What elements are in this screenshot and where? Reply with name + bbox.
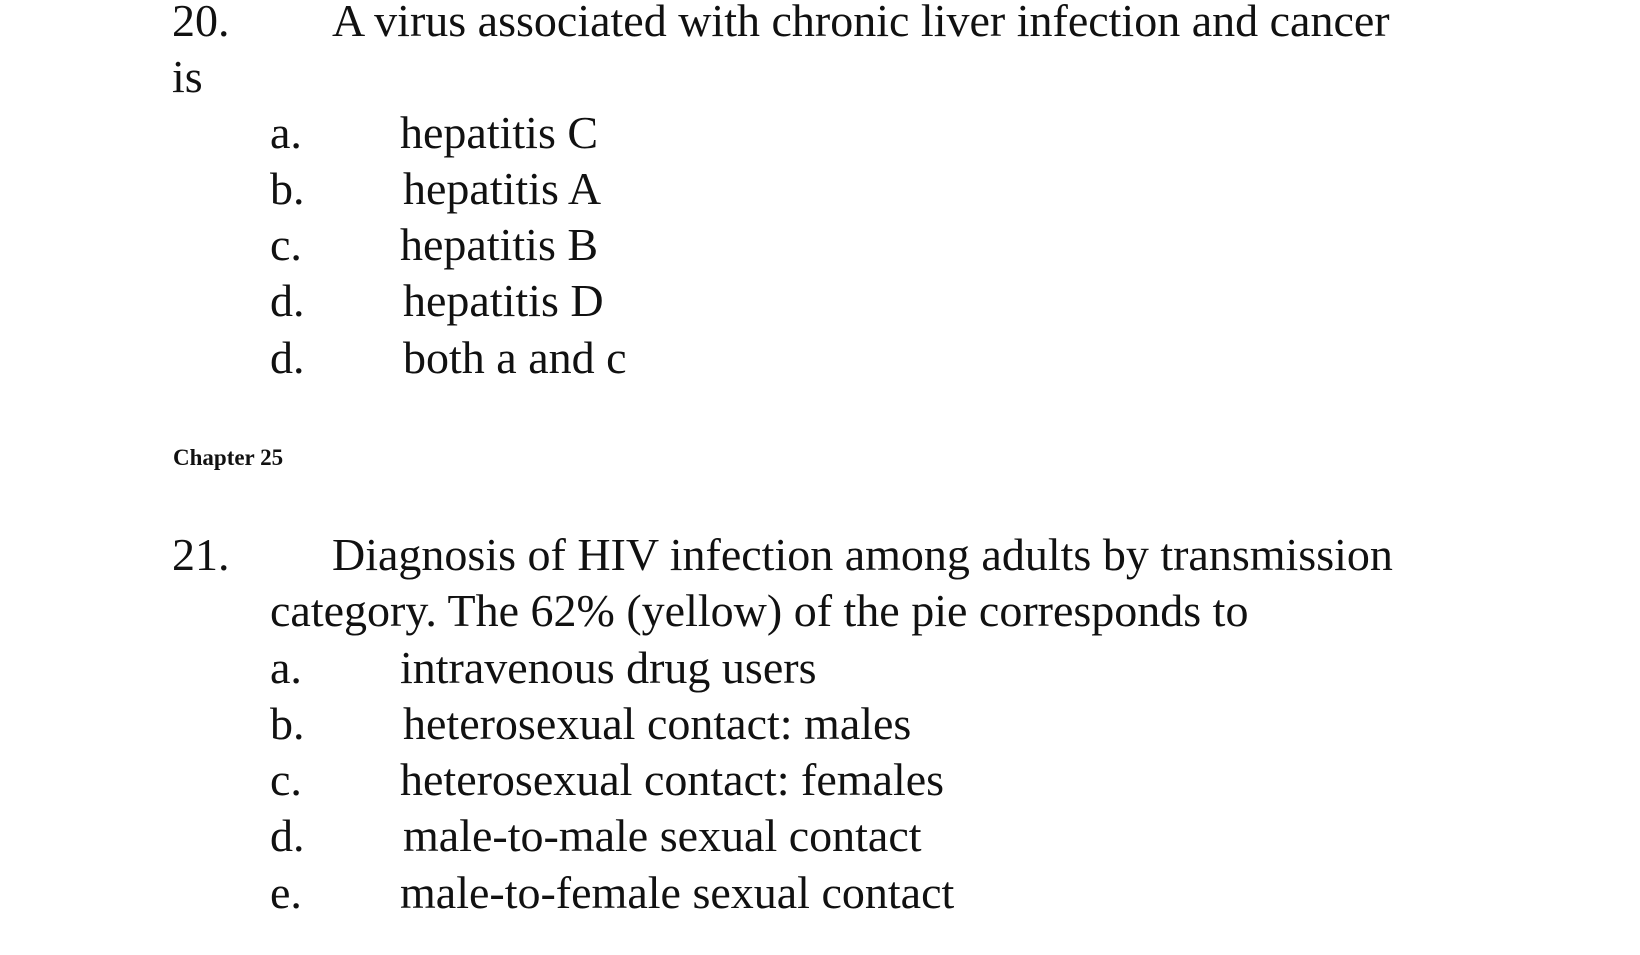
option-letter: c.	[270, 754, 302, 805]
option-text: both a and c	[403, 332, 627, 383]
question-number: 20.	[172, 0, 230, 46]
option-letter: b.	[270, 163, 305, 214]
option-text: heterosexual contact: males	[403, 698, 912, 749]
option-text: heterosexual contact: females	[400, 754, 945, 805]
option-letter: d.	[270, 332, 305, 383]
option-letter: a.	[270, 642, 302, 693]
question-text-continued: category. The 62% (yellow) of the pie corresponds to	[270, 585, 1249, 636]
option-letter: b.	[270, 698, 305, 749]
option-letter: e.	[270, 867, 302, 918]
question-text: Diagnosis of HIV infection among adults by transmission	[332, 529, 1393, 580]
option-text: hepatitis C	[400, 107, 599, 158]
question-text: A virus associated with chronic liver infection and cancer	[332, 0, 1390, 46]
option-letter: d.	[270, 810, 305, 861]
option-text: hepatitis B	[400, 219, 599, 270]
option-text: intravenous drug users	[400, 642, 817, 693]
option-text: male-to-male sexual contact	[403, 810, 922, 861]
question-text-continued: is	[172, 51, 203, 102]
option-text: hepatitis D	[403, 275, 604, 326]
option-text: hepatitis A	[403, 163, 602, 214]
question-number: 21.	[172, 529, 230, 580]
chapter-heading: Chapter 25	[173, 445, 284, 470]
option-letter: c.	[270, 219, 302, 270]
option-text: male-to-female sexual contact	[400, 867, 955, 918]
option-letter: a.	[270, 107, 302, 158]
option-letter: d.	[270, 275, 305, 326]
